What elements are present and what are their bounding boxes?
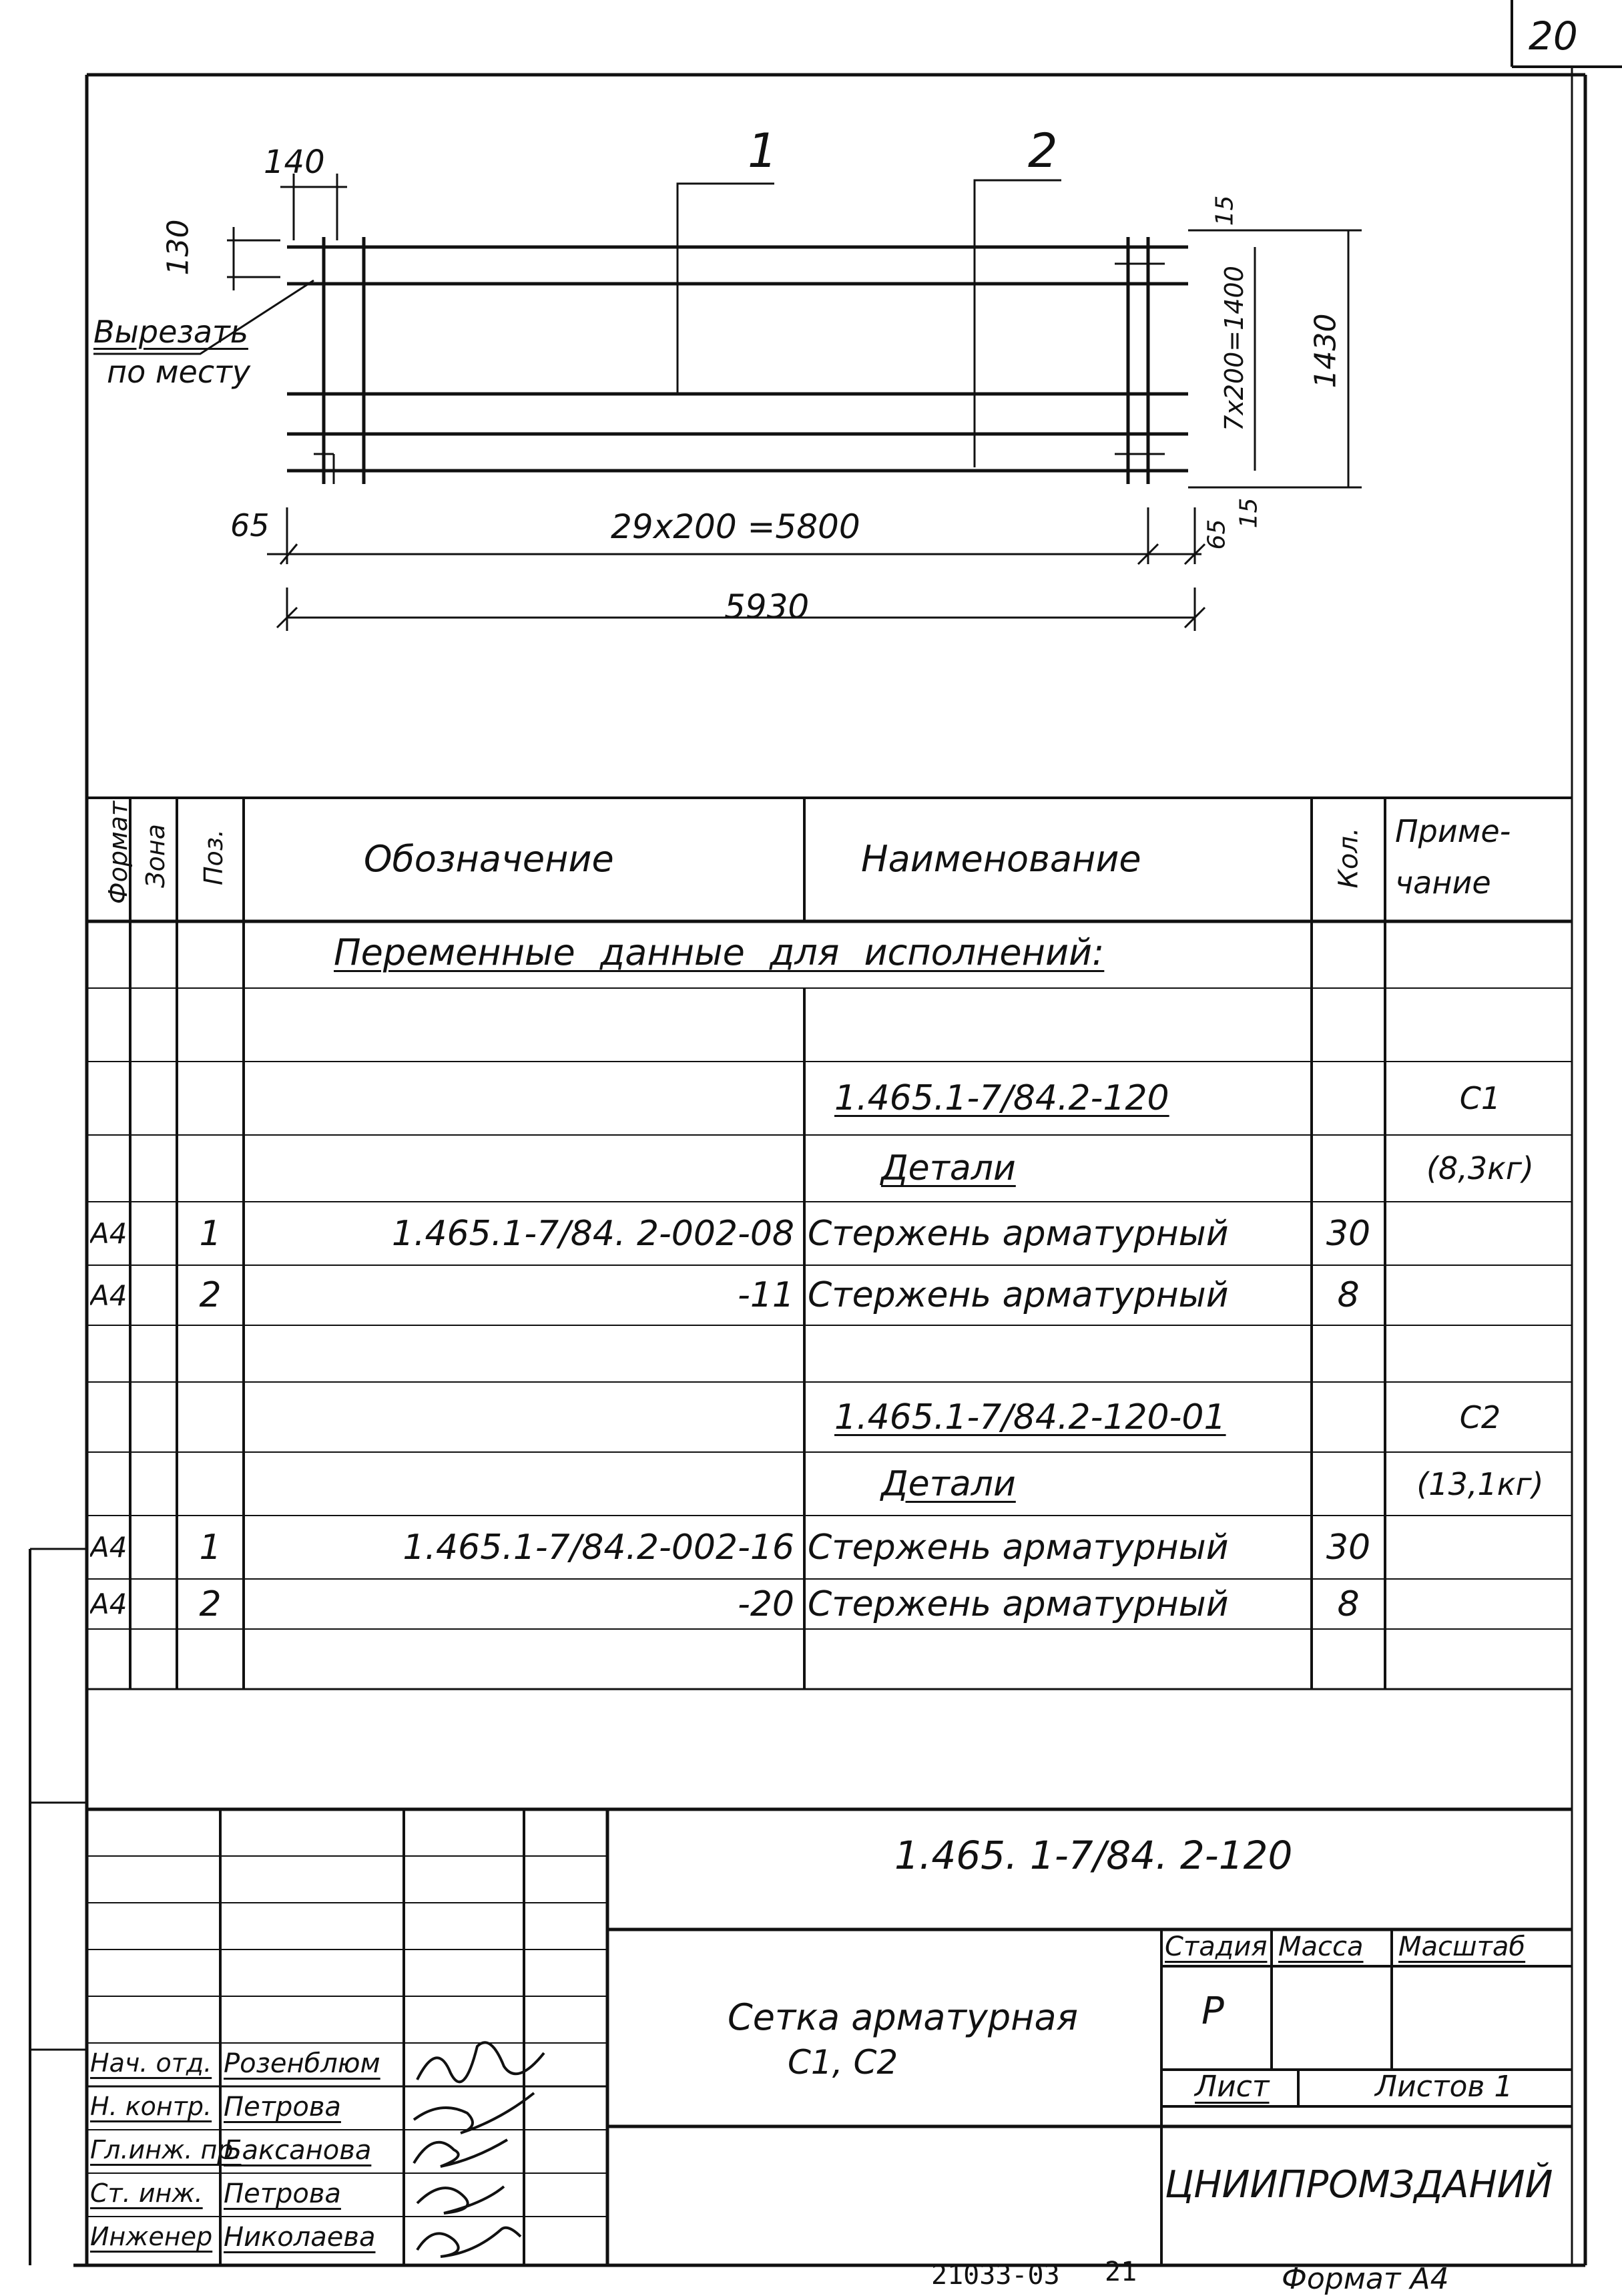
header-format: Формат <box>103 800 133 905</box>
header-pos: Поз. <box>199 829 229 886</box>
spec-cell-format: А4 <box>90 1217 127 1250</box>
spec-cell-name: Детали <box>881 1463 1016 1504</box>
section-title: Переменные данные для исполнений: <box>334 931 1105 973</box>
header-note-line1: Приме- <box>1395 813 1511 849</box>
signature-4 <box>417 2187 504 2213</box>
doc-title-line2: С1, С2 <box>788 2043 898 2082</box>
sheet-seq: 21 <box>1105 2257 1137 2287</box>
spec-cell-name: Стержень арматурный <box>808 1584 1229 1624</box>
spec-cell-name: 1.465.1-7/84.2-120-01 <box>834 1397 1226 1437</box>
callout-1-label: 1 <box>748 124 778 178</box>
spec-cell-note: (13,1кг) <box>1416 1465 1544 1502</box>
dim-15-top: 15 <box>1211 195 1239 226</box>
spec-cell-designation: -20 <box>738 1584 794 1624</box>
callout-2-label: 2 <box>1028 124 1058 178</box>
spec-cell-qty: 30 <box>1326 1213 1371 1254</box>
signature-role: Инженер <box>90 2222 213 2251</box>
signature-name: Розенблюм <box>224 2048 380 2079</box>
spec-cell-note: С1 <box>1459 1080 1501 1116</box>
dim-5930: 5930 <box>724 588 810 626</box>
spec-cell-name: 1.465.1-7/84.2-120 <box>834 1078 1169 1118</box>
signature-1 <box>417 2042 544 2082</box>
spec-cell-format: А4 <box>90 1531 127 1564</box>
inventory-number: 21033-03 <box>931 2260 1060 2291</box>
sheets-label: Листов 1 <box>1375 2070 1513 2104</box>
scale-label: Масштаб <box>1398 1931 1526 1962</box>
signature-name: Баксанова <box>224 2135 372 2166</box>
spec-cell-name: Стержень арматурный <box>808 1527 1229 1568</box>
header-name: Наименование <box>861 838 1141 880</box>
signature-role: Ст. инж. <box>90 2178 203 2208</box>
doc-code: 1.465. 1-7/84. 2-120 <box>894 1833 1293 1878</box>
spec-cell-qty: 8 <box>1337 1584 1360 1624</box>
mass-label: Масса <box>1278 1931 1364 1962</box>
sheet-label: Лист <box>1195 2070 1270 2104</box>
signature-2 <box>414 2093 534 2133</box>
spec-cell-qty: 8 <box>1337 1275 1360 1315</box>
spec-cell-pos: 2 <box>199 1275 222 1315</box>
header-zone: Зона <box>140 824 170 888</box>
spec-cell-note: С2 <box>1459 1399 1501 1435</box>
signature-name: Петрова <box>224 2092 341 2122</box>
doc-title-line1: Сетка арматурная <box>728 1996 1079 2038</box>
format-label: Формат А4 <box>1282 2262 1449 2296</box>
signature-role: Нач. отд. <box>90 2048 212 2078</box>
dim-1430: 1430 <box>1308 313 1343 389</box>
spec-cell-pos: 1 <box>199 1527 222 1568</box>
dim-15-bottom: 15 <box>1235 497 1263 529</box>
stage-label: Стадия <box>1165 1931 1268 1962</box>
dim-140: 140 <box>264 144 325 181</box>
spec-cell-designation: 1.465.1-7/84.2-002-16 <box>402 1527 794 1568</box>
header-note-line2: чание <box>1395 865 1491 901</box>
dim-130: 130 <box>161 219 196 276</box>
spec-cell-pos: 1 <box>199 1213 222 1254</box>
organization: ЦНИИПРОМЗДАНИЙ <box>1165 2163 1553 2207</box>
page-number: 20 <box>1529 13 1578 59</box>
signature-5 <box>417 2228 521 2257</box>
signature-role: Гл.инж. пр. <box>90 2135 242 2164</box>
spec-cell-format: А4 <box>90 1279 127 1312</box>
spec-cell-designation: 1.465.1-7/84. 2-002-08 <box>391 1213 794 1254</box>
spec-cell-format: А4 <box>90 1588 127 1620</box>
signature-role: Н. контр. <box>90 2092 212 2121</box>
header-qty: Кол. <box>1333 827 1364 889</box>
cut-note-line1: Вырезать <box>93 314 248 350</box>
signature-3 <box>414 2140 507 2166</box>
spec-cell-name: Стержень арматурный <box>808 1213 1229 1254</box>
signature-name: Петрова <box>224 2178 341 2209</box>
spec-cell-name: Детали <box>881 1148 1016 1188</box>
dim-65-right: 65 <box>1203 519 1231 550</box>
spec-cell-name: Стержень арматурный <box>808 1275 1229 1315</box>
spec-cell-designation: -11 <box>738 1275 794 1315</box>
spec-cell-pos: 2 <box>199 1584 222 1624</box>
dim-29x200: 29x200 =5800 <box>611 507 860 546</box>
dim-7x200: 7x200=1400 <box>1219 266 1249 431</box>
cut-note-line2: по месту <box>107 354 251 390</box>
spec-cell-note: (8,3кг) <box>1426 1150 1534 1186</box>
dim-65-left: 65 <box>230 507 270 543</box>
header-designation: Обозначение <box>364 838 614 880</box>
stage-value: Р <box>1201 1990 1224 2033</box>
signature-name: Николаева <box>224 2222 376 2253</box>
spec-cell-qty: 30 <box>1326 1527 1371 1568</box>
